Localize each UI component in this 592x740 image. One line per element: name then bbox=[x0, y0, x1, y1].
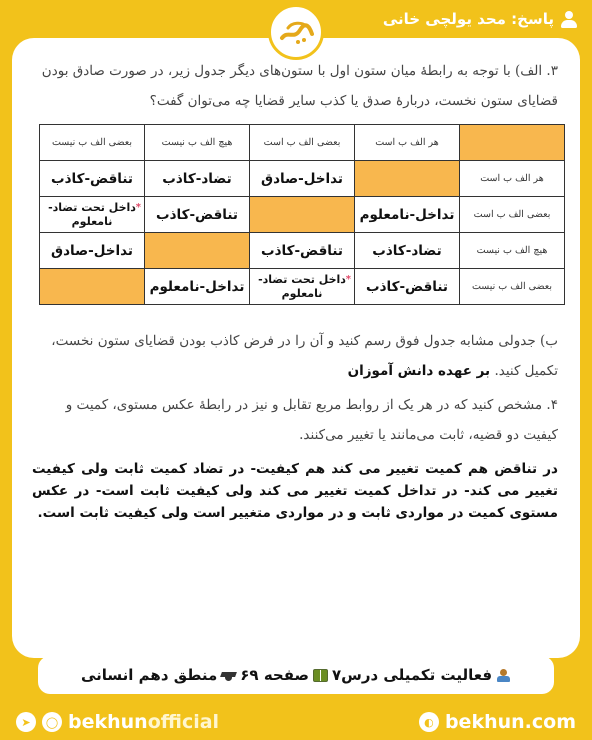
table-header-cell: بعضی الف ب است bbox=[250, 125, 355, 161]
relations-table bbox=[39, 124, 565, 305]
table-cell: تداخل-صادق bbox=[250, 161, 355, 197]
table-cell: تناقض-کاذب bbox=[355, 269, 460, 305]
table-cell: تداخل-نامعلوم bbox=[355, 197, 460, 233]
website-link[interactable] bbox=[419, 711, 576, 733]
table-row-header: بعضی الف ب است bbox=[460, 197, 565, 233]
banner-activity-label: فعالیت تکمیلی درس۷ bbox=[332, 666, 493, 684]
table-row bbox=[40, 233, 565, 269]
table-cell: تضاد-کاذب bbox=[145, 161, 250, 197]
table-cell: تناقض-کاذب bbox=[250, 233, 355, 269]
question-b-body: ب) جدولی مشابه جدول فوق رسم کنید و آن را در فرض کاذب بودن قضایای ستون نخست، تکمیل کنید. bbox=[51, 333, 558, 379]
book-icon bbox=[313, 669, 328, 682]
table-cell-empty bbox=[355, 161, 460, 197]
table-cell-text: داخل تحت تضاد-نامعلوم bbox=[258, 272, 346, 300]
table-cell bbox=[250, 269, 355, 305]
table-cell: تداخل-صادق bbox=[40, 233, 145, 269]
star-marker: * bbox=[135, 202, 141, 213]
table-row-header: هر الف ب است bbox=[460, 161, 565, 197]
banner-course-label: منطق دهم انسانی bbox=[80, 666, 218, 684]
website-text: bekhun.com bbox=[444, 711, 576, 733]
banner-page-label: صفحه ۶۹ bbox=[240, 666, 310, 684]
question-b-text bbox=[28, 326, 558, 386]
bottom-bar bbox=[0, 704, 592, 740]
table-row-header: بعضی الف ب نیست bbox=[460, 269, 565, 305]
star-marker: * bbox=[345, 274, 351, 285]
table-cell: تضاد-کاذب bbox=[355, 233, 460, 269]
question-b-answer: بر عهده دانش آموزان bbox=[347, 363, 491, 379]
question-4-text: ۴. مشخص کنید که در هر یک از روابط مربع تقابل و نیز در رابطهٔ عکس مستوی، کمیت و کیفیت دو قضیه، ثابت می‌مانند یا تغییر می‌کنند. bbox=[65, 397, 558, 443]
table-cell bbox=[40, 197, 145, 233]
globe-icon: ◐ bbox=[419, 712, 439, 732]
table-header-cell: هیچ الف ب نیست bbox=[145, 125, 250, 161]
table-cell-empty bbox=[145, 233, 250, 269]
table-cell: تداخل-نامعلوم bbox=[145, 269, 250, 305]
user-icon bbox=[560, 10, 578, 28]
instagram-icon[interactable]: ◯ bbox=[42, 712, 62, 732]
table-cell-text: داخل تحت تضاد-نامعلوم bbox=[48, 200, 136, 228]
handle-text: bekhunofficial bbox=[68, 711, 220, 733]
relations-table-wrap bbox=[39, 124, 565, 305]
telegram-icon[interactable]: ➤ bbox=[16, 712, 36, 732]
answer-author-label: پاسخ: محد یولچی خانی bbox=[382, 10, 554, 28]
logo-mark-icon bbox=[274, 10, 318, 54]
bekhun-logo bbox=[268, 4, 324, 60]
lesson-banner bbox=[38, 656, 554, 694]
table-cell: تناقض-کاذب bbox=[145, 197, 250, 233]
question-3-text: ۳. الف) با توجه به رابطهٔ میان ستون اول با ستون‌های دیگر جدول زیر، در صورت صادق بودن قضایای ستون نخست، دربارهٔ صدق یا کذب سایر قضایا چه می‌توان گفت؟ bbox=[41, 63, 558, 109]
table-header-row bbox=[40, 125, 565, 161]
table-header-cell: بعضی الف ب نیست bbox=[40, 125, 145, 161]
table-row-header: هیچ الف ب نیست bbox=[460, 233, 565, 269]
table-cell: تناقض-کاذب bbox=[40, 161, 145, 197]
table-cell-empty bbox=[250, 197, 355, 233]
content-card bbox=[12, 38, 580, 658]
table-cell-empty bbox=[40, 269, 145, 305]
table-corner-cell bbox=[460, 125, 565, 161]
table-row bbox=[40, 161, 565, 197]
reading-person-icon bbox=[496, 669, 511, 682]
answer-4-text: در تناقض هم کمیت تغییر می کند هم کیفیت- در تضاد کمیت ثابت ولی کیفیت تغییر می کند- در تداخل کمیت تغییر می کند ولی کیفیت ثابت است- در عکس مستوی کمیت در مواردی ثابت و در مواردی متغییر است ولی کیفیت ثابت است. bbox=[32, 461, 558, 521]
table-row bbox=[40, 269, 565, 305]
table-row bbox=[40, 197, 565, 233]
table-header-cell: هر الف ب است bbox=[355, 125, 460, 161]
social-handle[interactable] bbox=[16, 711, 219, 733]
graduation-cap-icon bbox=[221, 669, 236, 682]
